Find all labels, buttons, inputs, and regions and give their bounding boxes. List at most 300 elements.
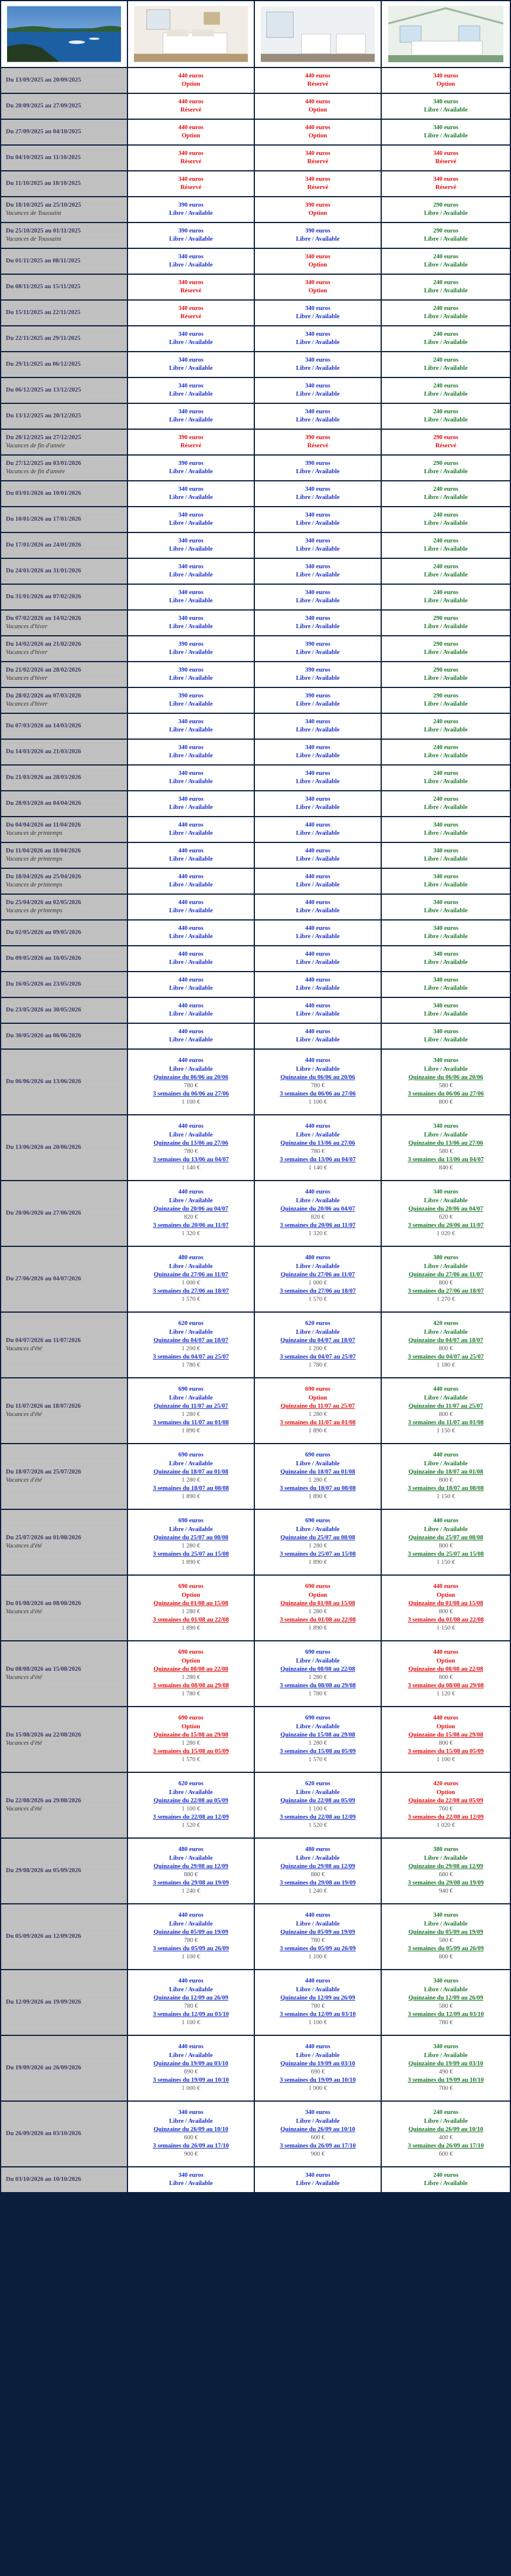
- availability-status[interactable]: Libre / Available: [295, 572, 340, 578]
- room-2-cell[interactable]: [255, 817, 382, 842]
- availability-status[interactable]: Libre / Available: [423, 417, 468, 423]
- availability-status[interactable]: Libre / Available: [169, 1011, 213, 1017]
- availability-status[interactable]: Libre / Available: [295, 753, 340, 759]
- fortnight-link[interactable]: Quinzaine du 19/09 au 03/10: [280, 2060, 355, 2067]
- three-weeks-link[interactable]: 3 semaines du 18/07 au 08/08: [280, 1485, 356, 1492]
- availability-status[interactable]: Option: [436, 81, 455, 87]
- room-2-cell[interactable]: [255, 1510, 382, 1574]
- availability-status[interactable]: Libre / Available: [423, 1460, 468, 1467]
- fortnight-link[interactable]: Quinzaine du 04/07 au 18/07: [408, 1337, 483, 1344]
- room-2-cell[interactable]: [255, 946, 382, 971]
- room-3-cell[interactable]: [382, 197, 510, 222]
- fortnight-link[interactable]: Quinzaine du 11/07 au 25/07: [153, 1402, 228, 1410]
- room-2-cell[interactable]: [255, 68, 382, 93]
- room-2-cell[interactable]: [255, 688, 382, 713]
- room-3-cell[interactable]: [382, 146, 510, 170]
- photo-room-1[interactable]: [128, 1, 255, 67]
- availability-status[interactable]: Libre / Available: [169, 1037, 213, 1043]
- room-1-cell[interactable]: [128, 895, 255, 919]
- availability-status[interactable]: Libre / Available: [169, 1263, 213, 1270]
- fortnight-link[interactable]: Quinzaine du 08/08 au 22/08: [153, 1665, 228, 1673]
- availability-status[interactable]: Option: [308, 107, 327, 113]
- room-2-cell[interactable]: [255, 1313, 382, 1377]
- three-weeks-link[interactable]: 3 semaines du 11/07 au 01/08: [408, 1420, 484, 1427]
- fortnight-link[interactable]: Quinzaine du 20/06 au 04/07: [408, 1205, 483, 1212]
- room-1-cell[interactable]: [128, 843, 255, 868]
- fortnight-link[interactable]: Quinzaine du 05/09 au 19/09: [280, 1928, 355, 1936]
- room-2-cell[interactable]: [255, 869, 382, 893]
- room-2-cell[interactable]: [255, 636, 382, 661]
- fortnight-link[interactable]: Quinzaine du 05/09 au 19/09: [408, 1928, 483, 1936]
- room-3-cell[interactable]: [382, 2167, 510, 2192]
- fortnight-link[interactable]: Quinzaine du 13/06 au 27/06: [280, 1139, 355, 1147]
- room-2-cell[interactable]: [255, 249, 382, 274]
- room-2-cell[interactable]: [255, 2036, 382, 2100]
- room-1-cell[interactable]: [128, 1115, 255, 1180]
- room-3-cell[interactable]: [382, 1576, 510, 1640]
- room-2-cell[interactable]: [255, 120, 382, 144]
- availability-status[interactable]: Libre / Available: [295, 727, 340, 733]
- availability-status[interactable]: Libre / Available: [295, 985, 340, 992]
- room-1-cell[interactable]: [128, 1641, 255, 1706]
- availability-status[interactable]: Libre / Available: [295, 649, 340, 656]
- availability-status[interactable]: Libre / Available: [295, 236, 340, 242]
- availability-status[interactable]: Libre / Available: [423, 468, 468, 475]
- availability-status[interactable]: Libre / Available: [423, 1011, 468, 1017]
- availability-status[interactable]: Libre / Available: [169, 417, 213, 423]
- availability-status[interactable]: Libre / Available: [169, 908, 213, 914]
- room-1-cell[interactable]: [128, 2102, 255, 2166]
- availability-status[interactable]: Libre / Available: [295, 468, 340, 475]
- availability-status[interactable]: Libre / Available: [169, 933, 213, 940]
- three-weeks-link[interactable]: 3 semaines du 19/09 au 10/10: [408, 2077, 484, 2084]
- fortnight-link[interactable]: Quinzaine du 25/07 au 08/08: [153, 1534, 228, 1541]
- availability-status[interactable]: Option: [181, 133, 200, 139]
- three-weeks-link[interactable]: 3 semaines du 29/08 au 19/09: [153, 1880, 229, 1887]
- availability-status[interactable]: Libre / Available: [295, 959, 340, 966]
- availability-status[interactable]: Option: [181, 1592, 200, 1599]
- availability-status[interactable]: Libre / Available: [169, 391, 213, 397]
- room-2-cell[interactable]: [255, 585, 382, 609]
- room-2-cell[interactable]: [255, 843, 382, 868]
- fortnight-link[interactable]: Quinzaine du 18/07 au 01/08: [280, 1468, 355, 1475]
- availability-status[interactable]: Libre / Available: [169, 1329, 213, 1336]
- fortnight-link[interactable]: Quinzaine du 25/07 au 08/08: [280, 1534, 355, 1541]
- room-2-cell[interactable]: [255, 430, 382, 454]
- fortnight-link[interactable]: Quinzaine du 27/06 au 11/07: [280, 1271, 355, 1278]
- three-weeks-link[interactable]: 3 semaines du 27/06 au 18/07: [408, 1288, 484, 1295]
- room-3-cell[interactable]: [382, 68, 510, 93]
- availability-status[interactable]: Libre / Available: [295, 1526, 340, 1533]
- fortnight-link[interactable]: Quinzaine du 11/07 au 25/07: [280, 1402, 355, 1410]
- three-weeks-link[interactable]: 3 semaines du 26/09 au 17/10: [280, 2143, 356, 2150]
- room-1-cell[interactable]: [128, 714, 255, 739]
- room-1-cell[interactable]: [128, 998, 255, 1023]
- availability-status[interactable]: Libre / Available: [423, 391, 468, 397]
- room-1-cell[interactable]: [128, 352, 255, 377]
- three-weeks-link[interactable]: 3 semaines du 01/08 au 22/08: [153, 1617, 229, 1624]
- room-1-cell[interactable]: [128, 68, 255, 93]
- room-2-cell[interactable]: [255, 2102, 382, 2166]
- three-weeks-link[interactable]: 3 semaines du 25/07 au 15/08: [153, 1551, 229, 1558]
- three-weeks-link[interactable]: 3 semaines du 27/06 au 18/07: [280, 1288, 356, 1295]
- room-3-cell[interactable]: [382, 223, 510, 248]
- availability-status[interactable]: Libre / Available: [169, 1131, 213, 1138]
- availability-status[interactable]: Libre / Available: [423, 262, 468, 268]
- fortnight-link[interactable]: Quinzaine du 13/06 au 27/06: [408, 1139, 483, 1147]
- availability-status[interactable]: Libre / Available: [423, 2180, 468, 2187]
- availability-status[interactable]: Libre / Available: [423, 133, 468, 139]
- room-3-cell[interactable]: [382, 378, 510, 403]
- availability-status[interactable]: Libre / Available: [169, 830, 213, 837]
- three-weeks-link[interactable]: 3 semaines du 12/09 au 03/10: [408, 2011, 484, 2018]
- room-1-cell[interactable]: [128, 791, 255, 816]
- availability-status[interactable]: Libre / Available: [423, 701, 468, 707]
- room-2-cell[interactable]: [255, 1707, 382, 1772]
- room-1-cell[interactable]: [128, 1247, 255, 1311]
- three-weeks-link[interactable]: 3 semaines du 06/06 au 27/06: [408, 1091, 484, 1098]
- room-1-cell[interactable]: [128, 404, 255, 429]
- three-weeks-link[interactable]: 3 semaines du 22/08 au 12/09: [408, 1814, 484, 1821]
- room-1-cell[interactable]: [128, 869, 255, 893]
- availability-status[interactable]: Option: [436, 1723, 455, 1730]
- room-2-cell[interactable]: [255, 1970, 382, 2035]
- room-2-cell[interactable]: [255, 1181, 382, 1246]
- room-3-cell[interactable]: [382, 791, 510, 816]
- room-2-cell[interactable]: [255, 998, 382, 1023]
- room-3-cell[interactable]: [382, 1773, 510, 1837]
- availability-status[interactable]: Libre / Available: [423, 1263, 468, 1270]
- fortnight-link[interactable]: Quinzaine du 18/07 au 01/08: [153, 1468, 228, 1475]
- availability-status[interactable]: Libre / Available: [423, 1329, 468, 1336]
- room-1-cell[interactable]: [128, 688, 255, 713]
- availability-status[interactable]: Libre / Available: [423, 959, 468, 966]
- availability-status[interactable]: Réservé: [307, 81, 328, 87]
- room-3-cell[interactable]: [382, 636, 510, 661]
- availability-status[interactable]: Libre / Available: [295, 1986, 340, 1993]
- availability-status[interactable]: Libre / Available: [423, 1066, 468, 1073]
- room-2-cell[interactable]: [255, 1247, 382, 1311]
- room-3-cell[interactable]: [382, 998, 510, 1023]
- room-2-cell[interactable]: [255, 1773, 382, 1837]
- room-3-cell[interactable]: [382, 94, 510, 119]
- room-2-cell[interactable]: [255, 171, 382, 196]
- room-1-cell[interactable]: [128, 1576, 255, 1640]
- room-1-cell[interactable]: [128, 378, 255, 403]
- three-weeks-link[interactable]: 3 semaines du 01/08 au 22/08: [280, 1617, 356, 1624]
- availability-status[interactable]: Réservé: [307, 184, 328, 191]
- availability-status[interactable]: Option: [436, 1657, 455, 1664]
- availability-status[interactable]: Libre / Available: [423, 882, 468, 888]
- three-weeks-link[interactable]: 3 semaines du 05/09 au 26/09: [280, 1946, 356, 1953]
- availability-status[interactable]: Libre / Available: [295, 546, 340, 552]
- room-2-cell[interactable]: [255, 404, 382, 429]
- availability-status[interactable]: Libre / Available: [295, 2180, 340, 2187]
- room-2-cell[interactable]: [255, 146, 382, 170]
- availability-status[interactable]: Libre / Available: [169, 2180, 213, 2187]
- availability-status[interactable]: Libre / Available: [295, 520, 340, 527]
- room-1-cell[interactable]: [128, 740, 255, 764]
- availability-status[interactable]: Option: [181, 1657, 200, 1664]
- availability-status[interactable]: Réservé: [180, 107, 201, 113]
- room-3-cell[interactable]: [382, 1313, 510, 1377]
- availability-status[interactable]: Libre / Available: [169, 598, 213, 604]
- availability-status[interactable]: Libre / Available: [423, 727, 468, 733]
- room-2-cell[interactable]: [255, 895, 382, 919]
- availability-status[interactable]: Libre / Available: [423, 236, 468, 242]
- availability-status[interactable]: Libre / Available: [423, 1197, 468, 1204]
- fortnight-link[interactable]: Quinzaine du 26/09 au 10/10: [280, 2126, 355, 2133]
- three-weeks-link[interactable]: 3 semaines du 08/08 au 29/08: [280, 1683, 356, 1690]
- availability-status[interactable]: Libre / Available: [423, 985, 468, 992]
- three-weeks-link[interactable]: 3 semaines du 13/06 au 04/07: [408, 1156, 484, 1164]
- three-weeks-link[interactable]: 3 semaines du 26/09 au 17/10: [153, 2143, 229, 2150]
- room-2-cell[interactable]: [255, 456, 382, 480]
- room-2-cell[interactable]: [255, 791, 382, 816]
- room-3-cell[interactable]: [382, 301, 510, 325]
- availability-status[interactable]: Libre / Available: [169, 882, 213, 888]
- room-3-cell[interactable]: [382, 1181, 510, 1246]
- three-weeks-link[interactable]: 3 semaines du 08/08 au 29/08: [153, 1683, 229, 1690]
- room-3-cell[interactable]: [382, 869, 510, 893]
- three-weeks-link[interactable]: 3 semaines du 20/06 au 11/07: [408, 1222, 484, 1229]
- room-1-cell[interactable]: [128, 585, 255, 609]
- room-1-cell[interactable]: [128, 1050, 255, 1114]
- availability-status[interactable]: Réservé: [435, 159, 456, 165]
- room-1-cell[interactable]: [128, 1839, 255, 1903]
- room-1-cell[interactable]: [128, 326, 255, 351]
- availability-status[interactable]: Libre / Available: [169, 546, 213, 552]
- fortnight-link[interactable]: Quinzaine du 11/07 au 25/07: [408, 1402, 483, 1410]
- room-2-cell[interactable]: [255, 94, 382, 119]
- room-3-cell[interactable]: [382, 843, 510, 868]
- room-2-cell[interactable]: [255, 1576, 382, 1640]
- availability-status[interactable]: Libre / Available: [423, 649, 468, 656]
- availability-status[interactable]: Libre / Available: [423, 520, 468, 527]
- room-2-cell[interactable]: [255, 740, 382, 764]
- room-1-cell[interactable]: [128, 2036, 255, 2100]
- room-3-cell[interactable]: [382, 1115, 510, 1180]
- availability-status[interactable]: Libre / Available: [295, 1855, 340, 1862]
- fortnight-link[interactable]: Quinzaine du 08/08 au 22/08: [408, 1665, 483, 1673]
- photo-room-3[interactable]: [382, 1, 510, 67]
- room-1-cell[interactable]: [128, 1707, 255, 1772]
- room-3-cell[interactable]: [382, 611, 510, 635]
- three-weeks-link[interactable]: 3 semaines du 25/07 au 15/08: [408, 1551, 484, 1558]
- three-weeks-link[interactable]: 3 semaines du 06/06 au 27/06: [153, 1091, 229, 1098]
- room-2-cell[interactable]: [255, 507, 382, 532]
- availability-status[interactable]: Libre / Available: [169, 494, 213, 501]
- availability-status[interactable]: Libre / Available: [169, 1197, 213, 1204]
- fortnight-link[interactable]: Quinzaine du 15/08 au 29/08: [153, 1731, 228, 1738]
- availability-status[interactable]: Option: [308, 262, 327, 268]
- availability-status[interactable]: Option: [308, 1592, 327, 1599]
- room-1-cell[interactable]: [128, 223, 255, 248]
- availability-status[interactable]: Libre / Available: [423, 1855, 468, 1862]
- fortnight-link[interactable]: Quinzaine du 06/06 au 20/06: [408, 1074, 483, 1081]
- room-3-cell[interactable]: [382, 946, 510, 971]
- three-weeks-link[interactable]: 3 semaines du 20/06 au 11/07: [280, 1222, 356, 1229]
- room-3-cell[interactable]: [382, 662, 510, 687]
- availability-status[interactable]: Libre / Available: [169, 1986, 213, 1993]
- availability-status[interactable]: Libre / Available: [295, 365, 340, 372]
- availability-status[interactable]: Libre / Available: [423, 598, 468, 604]
- room-1-cell[interactable]: [128, 456, 255, 480]
- fortnight-link[interactable]: Quinzaine du 19/09 au 03/10: [408, 2060, 483, 2067]
- availability-status[interactable]: Libre / Available: [169, 856, 213, 862]
- availability-status[interactable]: Libre / Available: [169, 365, 213, 372]
- availability-status[interactable]: Libre / Available: [423, 2052, 468, 2059]
- availability-status[interactable]: Libre / Available: [169, 2052, 213, 2059]
- availability-status[interactable]: Libre / Available: [423, 210, 468, 217]
- room-2-cell[interactable]: [255, 662, 382, 687]
- availability-status[interactable]: Libre / Available: [423, 675, 468, 682]
- three-weeks-link[interactable]: 3 semaines du 22/08 au 12/09: [280, 1814, 356, 1821]
- room-2-cell[interactable]: [255, 1444, 382, 1509]
- room-1-cell[interactable]: [128, 507, 255, 532]
- fortnight-link[interactable]: Quinzaine du 08/08 au 22/08: [280, 1665, 355, 1673]
- room-1-cell[interactable]: [128, 817, 255, 842]
- availability-status[interactable]: Libre / Available: [169, 727, 213, 733]
- three-weeks-link[interactable]: 3 semaines du 13/06 au 04/07: [280, 1156, 356, 1164]
- fortnight-link[interactable]: Quinzaine du 22/08 au 05/09: [280, 1797, 355, 1804]
- availability-status[interactable]: Libre / Available: [295, 1723, 340, 1730]
- three-weeks-link[interactable]: 3 semaines du 05/09 au 26/09: [153, 1946, 229, 1953]
- availability-status[interactable]: Libre / Available: [423, 365, 468, 372]
- room-3-cell[interactable]: [382, 456, 510, 480]
- room-2-cell[interactable]: [255, 611, 382, 635]
- room-3-cell[interactable]: [382, 766, 510, 790]
- room-3-cell[interactable]: [382, 120, 510, 144]
- room-1-cell[interactable]: [128, 1313, 255, 1377]
- availability-status[interactable]: Libre / Available: [423, 830, 468, 837]
- availability-status[interactable]: Libre / Available: [423, 753, 468, 759]
- availability-status[interactable]: Option: [308, 288, 327, 294]
- fortnight-link[interactable]: Quinzaine du 29/08 au 12/09: [153, 1863, 228, 1870]
- three-weeks-link[interactable]: 3 semaines du 19/09 au 10/10: [280, 2077, 356, 2084]
- availability-status[interactable]: Réservé: [180, 313, 201, 320]
- room-2-cell[interactable]: [255, 223, 382, 248]
- fortnight-link[interactable]: Quinzaine du 06/06 au 20/06: [153, 1074, 228, 1081]
- availability-status[interactable]: Libre / Available: [169, 1460, 213, 1467]
- room-3-cell[interactable]: [382, 1839, 510, 1903]
- availability-status[interactable]: Libre / Available: [169, 778, 213, 785]
- three-weeks-link[interactable]: 3 semaines du 01/08 au 22/08: [408, 1617, 484, 1624]
- availability-status[interactable]: Réservé: [435, 184, 456, 191]
- availability-status[interactable]: Libre / Available: [423, 1526, 468, 1533]
- room-3-cell[interactable]: [382, 2036, 510, 2100]
- availability-status[interactable]: Libre / Available: [423, 1394, 468, 1401]
- availability-status[interactable]: Libre / Available: [295, 778, 340, 785]
- three-weeks-link[interactable]: 3 semaines du 13/06 au 04/07: [153, 1156, 229, 1164]
- room-3-cell[interactable]: [382, 481, 510, 506]
- availability-status[interactable]: Libre / Available: [423, 1920, 468, 1927]
- room-3-cell[interactable]: [382, 1707, 510, 1772]
- room-1-cell[interactable]: [128, 662, 255, 687]
- availability-status[interactable]: Libre / Available: [423, 546, 468, 552]
- availability-status[interactable]: Libre / Available: [423, 572, 468, 578]
- room-1-cell[interactable]: [128, 611, 255, 635]
- availability-status[interactable]: Libre / Available: [295, 1066, 340, 1073]
- availability-status[interactable]: Réservé: [307, 443, 328, 449]
- room-1-cell[interactable]: [128, 1773, 255, 1837]
- availability-status[interactable]: Libre / Available: [295, 417, 340, 423]
- availability-status[interactable]: Libre / Available: [423, 313, 468, 320]
- fortnight-link[interactable]: Quinzaine du 26/09 au 10/10: [153, 2126, 228, 2133]
- availability-status[interactable]: Libre / Available: [169, 210, 213, 217]
- three-weeks-link[interactable]: 3 semaines du 11/07 au 01/08: [153, 1420, 229, 1427]
- availability-status[interactable]: Libre / Available: [295, 908, 340, 914]
- availability-status[interactable]: Libre / Available: [295, 1263, 340, 1270]
- availability-status[interactable]: Libre / Available: [169, 1526, 213, 1533]
- room-3-cell[interactable]: [382, 972, 510, 997]
- fortnight-link[interactable]: Quinzaine du 13/06 au 27/06: [153, 1139, 228, 1147]
- fortnight-link[interactable]: Quinzaine du 12/09 au 26/09: [408, 1994, 483, 2001]
- three-weeks-link[interactable]: 3 semaines du 29/08 au 19/09: [408, 1880, 484, 1887]
- availability-status[interactable]: Libre / Available: [169, 339, 213, 346]
- room-1-cell[interactable]: [128, 249, 255, 274]
- availability-status[interactable]: Libre / Available: [423, 288, 468, 294]
- room-2-cell[interactable]: [255, 1904, 382, 1969]
- room-1-cell[interactable]: [128, 559, 255, 584]
- availability-status[interactable]: Libre / Available: [169, 804, 213, 811]
- room-2-cell[interactable]: [255, 352, 382, 377]
- three-weeks-link[interactable]: 3 semaines du 06/06 au 27/06: [280, 1091, 356, 1098]
- room-3-cell[interactable]: [382, 1904, 510, 1969]
- room-1-cell[interactable]: [128, 946, 255, 971]
- three-weeks-link[interactable]: 3 semaines du 12/09 au 03/10: [153, 2011, 229, 2018]
- photo-bay[interactable]: [1, 1, 128, 67]
- availability-status[interactable]: Libre / Available: [169, 1920, 213, 1927]
- availability-status[interactable]: Libre / Available: [169, 675, 213, 682]
- room-2-cell[interactable]: [255, 1024, 382, 1048]
- availability-status[interactable]: Libre / Available: [169, 753, 213, 759]
- availability-status[interactable]: Libre / Available: [423, 494, 468, 501]
- fortnight-link[interactable]: Quinzaine du 01/08 au 15/08: [408, 1600, 483, 1607]
- room-3-cell[interactable]: [382, 2102, 510, 2166]
- availability-status[interactable]: Libre / Available: [295, 830, 340, 837]
- availability-status[interactable]: Réservé: [180, 443, 201, 449]
- fortnight-link[interactable]: Quinzaine du 19/09 au 03/10: [153, 2060, 228, 2067]
- three-weeks-link[interactable]: 3 semaines du 19/09 au 10/10: [153, 2077, 229, 2084]
- room-1-cell[interactable]: [128, 197, 255, 222]
- fortnight-link[interactable]: Quinzaine du 01/08 au 15/08: [280, 1600, 355, 1607]
- fortnight-link[interactable]: Quinzaine du 01/08 au 15/08: [153, 1600, 228, 1607]
- availability-status[interactable]: Réservé: [307, 159, 328, 165]
- availability-status[interactable]: Libre / Available: [295, 339, 340, 346]
- availability-status[interactable]: Libre / Available: [295, 1789, 340, 1796]
- availability-status[interactable]: Libre / Available: [169, 1855, 213, 1862]
- room-2-cell[interactable]: [255, 197, 382, 222]
- room-1-cell[interactable]: [128, 481, 255, 506]
- room-1-cell[interactable]: [128, 1444, 255, 1509]
- availability-status[interactable]: Libre / Available: [423, 804, 468, 811]
- availability-status[interactable]: Libre / Available: [295, 313, 340, 320]
- availability-status[interactable]: Libre / Available: [295, 598, 340, 604]
- room-3-cell[interactable]: [382, 249, 510, 274]
- room-1-cell[interactable]: [128, 636, 255, 661]
- three-weeks-link[interactable]: 3 semaines du 04/07 au 25/07: [280, 1354, 356, 1361]
- availability-status[interactable]: Option: [436, 1789, 455, 1796]
- room-3-cell[interactable]: [382, 507, 510, 532]
- availability-status[interactable]: Libre / Available: [169, 701, 213, 707]
- room-1-cell[interactable]: [128, 301, 255, 325]
- fortnight-link[interactable]: Quinzaine du 29/08 au 12/09: [280, 1863, 355, 1870]
- fortnight-link[interactable]: Quinzaine du 15/08 au 29/08: [280, 1731, 355, 1738]
- availability-status[interactable]: Option: [181, 81, 200, 87]
- availability-status[interactable]: Libre / Available: [295, 701, 340, 707]
- photo-room-2[interactable]: [255, 1, 382, 67]
